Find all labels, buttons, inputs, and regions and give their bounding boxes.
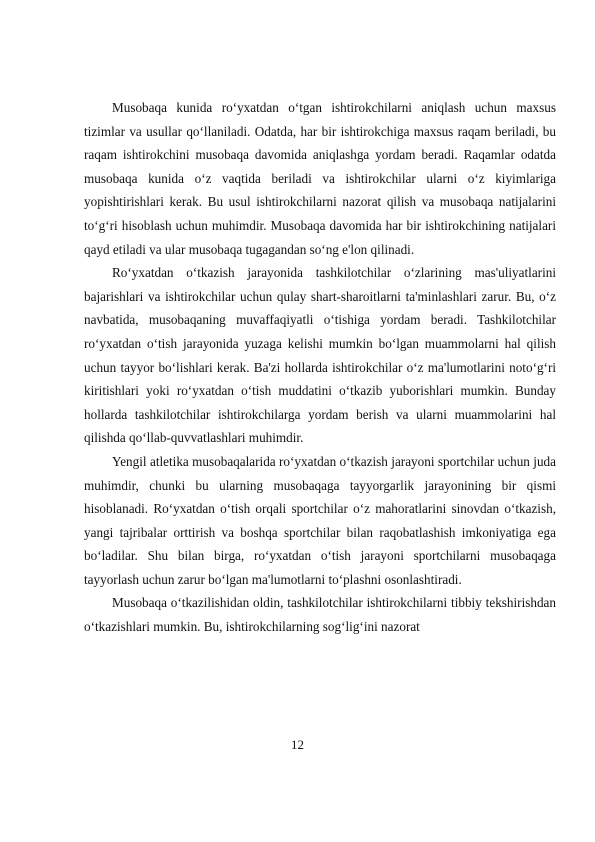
paragraph-4: Musobaqa o‘tkazilishidan oldin, tashkilotchilar ishtirokchilarni tibbiy tekshirishdan o‘tkazishlari mumkin. Bu, ishtirokchilarning sog‘lig‘ini nazorat [84,595,556,635]
page-number: 12 [291,737,304,752]
paragraph-1: Musobaqa kunida ro‘yxatdan o‘tgan ishtirokchilarni aniqlash uchun maxsus tizimlar va usullar qo‘llaniladi. Odatda, har bir ishtirokchiga maxsus raqam beriladi, bu raqam ishtirokchini musobaqa davomida aniqlashga yordam beradi. Raqamlar odatda musobaqa kunida o‘z vaqtida beriladi va ishtirokchilar ularni o‘z kiyimlariga yopishtirishlari kerak. Bu usul ishtirokchilarni nazorat qilish va musobaqa natijalarini to‘g‘ri hisoblash uchun muhimdir. Musobaqa davomida har bir ishtirokchining natijalari qayd etiladi va ular musobaqa tugagandan so‘ng e'lon qilinadi. [84,100,556,257]
text-body [84,96,556,639]
paragraph-2: Ro‘yxatdan o‘tkazish jarayonida tashkilotchilar o‘zlarining mas'uliyatlarini bajarishlari va ishtirokchilar uchun qulay shart-sharoitlarni ta'minlashlari zarur. Bu, o‘z navbatida, musobaqaning muvaffaqiyatli o‘tishiga yordam beradi. Tashkilotchilar ro‘yxatdan o‘tish jarayonida yuzaga kelishi mumkin bo‘lgan muammolarni hal qilish uchun tayyor bo‘lishlari kerak. Ba'zi hollarda ishtirokchilar o‘z ma'lumotlarini noto‘g‘ri kiritishlari yoki ro‘yxatdan o‘tish muddatini o‘tkazib yuborishlari mumkin. Bunday hollarda tashkilotchilar ishtirokchilarga yordam berish va ularni muammolarini hal qilishda qo‘llab-quvvatlashlari muhimdir. [84,265,556,446]
paragraph-3: Yengil atletika musobaqalarida ro‘yxatdan o‘tkazish jarayoni sportchilar uchun juda muhimdir, chunki bu ularning musobaqaga tayyorgarlik jarayonining bir qismi hisoblanadi. Ro‘yxatdan o‘tish orqali sportchilar o‘z mahoratlarini sinovdan o‘tkazish, yangi tajribalar orttirish va boshqa sportchilar bilan raqobatlashish imkoniyatiga ega bo‘ladilar. Shu bilan birga, ro‘yxatdan o‘tish jarayoni sportchilarni musobaqaga tayyorlash uchun zarur bo‘lgan ma'lumotlarni to‘plashni osonlashtiradi. [84,453,556,587]
